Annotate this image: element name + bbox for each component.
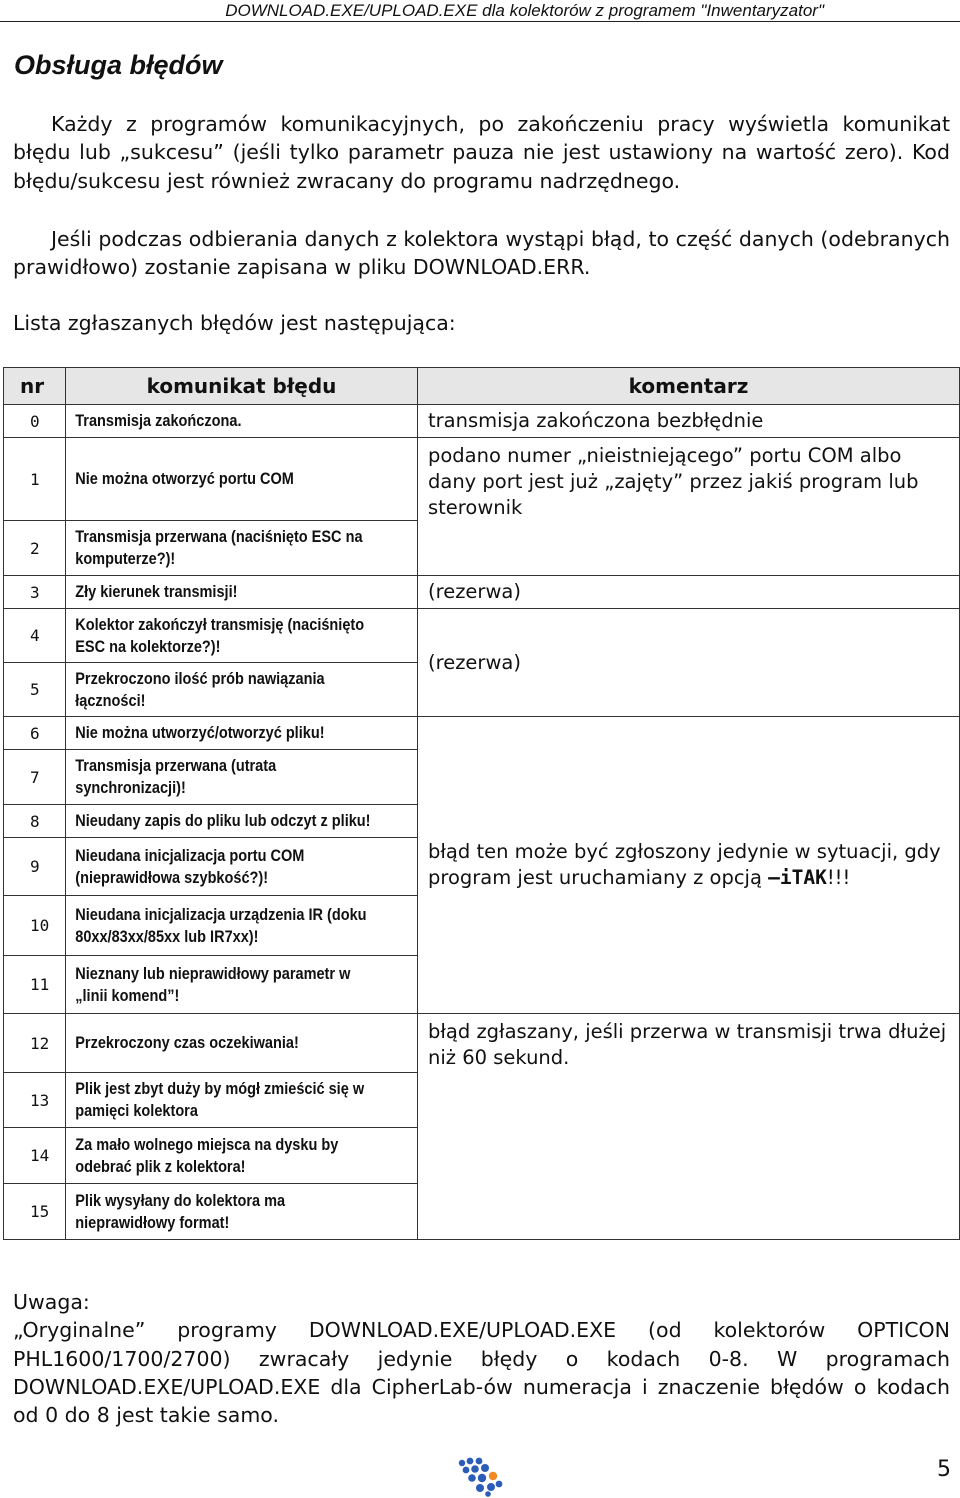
error-message: Nie można utworzyć/otworzyć pliku! — [66, 717, 376, 750]
note-text: „Oryginalne” programy DOWNLOAD.EXE/UPLOAD.EXE (od kolektorów OPTICON PHL1600/1700/2700) zwracały jedynie błędy o kodach 0-8. W programach DOWNLOAD.EXE/UPLOAD.EXE dla CipherLab-ów numeracja i znaczenie błędów o kodach od 0 do 8 jest takie samo. — [13, 1318, 950, 1428]
intro-paragraph: Każdy z programów komunikacyjnych, po zakończeniu pracy wyświetla komunikat błędu lub „sukcesu” (jeśli tylko parametr pauza nie jest ustawiony na wartość zero). Kod błędu/sukcesu jest również zwracany do programu nadrzędnego. — [13, 112, 950, 193]
error-message: Nie można otworzyć portu COM — [66, 438, 376, 521]
error-comment: (rezerwa) — [418, 576, 960, 609]
error-message: Za mało wolnego miejsca na dysku by odebrać plik z kolektora! — [66, 1128, 376, 1184]
error-code: 5 — [4, 663, 66, 717]
logo-dot — [489, 1472, 497, 1480]
error-code: 3 — [4, 576, 66, 609]
error-code: 2 — [4, 521, 66, 576]
error-code: 12 — [4, 1014, 66, 1073]
error-code: 15 — [4, 1184, 66, 1240]
logo-dot — [463, 1467, 470, 1474]
error-message: Nieudana inicjalizacja urządzenia IR (doku 80xx/83xx/85xx lub IR7xx)! — [66, 896, 376, 956]
error-code: 1 — [4, 438, 66, 521]
logo-dot — [476, 1484, 484, 1492]
table-row — [4, 405, 960, 438]
logo-dot — [476, 1458, 483, 1465]
company-logo-icon — [458, 1457, 504, 1497]
logo-dot — [481, 1464, 489, 1472]
list-intro: Lista zgłaszanych błędów jest następująca: — [13, 311, 456, 335]
logo-dot — [459, 1460, 465, 1466]
error-code: 9 — [4, 838, 66, 896]
table-row — [4, 1014, 960, 1073]
page-number: 5 — [937, 1457, 951, 1482]
error-comment: podano numer „nieistniejącego” portu COM albo dany port jest już „zajęty” przez jakiś program lub sterownik — [418, 438, 960, 576]
error-message: Nieudany zapis do pliku lub odczyt z pliku! — [66, 805, 376, 838]
error-message: Kolektor zakończył transmisję (naciśnięto ESC na kolektorze?)! — [66, 609, 376, 663]
option-flag: –iTAK — [768, 866, 827, 889]
error-message: Transmisja przerwana (utrata synchronizacji)! — [66, 750, 376, 805]
error-comment: błąd ten może być zgłoszony jedynie w sytuacji, gdy program jest uruchamiany z opcją –iTAK!!! — [418, 717, 960, 1014]
error-codes-table — [3, 367, 960, 1240]
error-code: 11 — [4, 956, 66, 1014]
error-code: 4 — [4, 609, 66, 663]
running-title: DOWNLOAD.EXE/UPLOAD.EXE dla kolektorów z programem "Inwentaryzator" — [225, 1, 824, 20]
error-code: 14 — [4, 1128, 66, 1184]
logo-dot — [485, 1491, 491, 1497]
table-row — [4, 609, 960, 663]
error-code: 0 — [4, 405, 66, 438]
logo-dot — [471, 1465, 479, 1473]
error-code: 13 — [4, 1073, 66, 1128]
logo-dot — [468, 1474, 476, 1482]
error-message: Transmisja przerwana (naciśnięto ESC na komputerze?)! — [66, 521, 376, 576]
error-message: Nieznany lub nieprawidłowy parametr w „linii komend”! — [66, 956, 376, 1014]
column-header-comment: komentarz — [418, 368, 960, 405]
logo-dot — [496, 1481, 503, 1488]
table-row — [4, 438, 960, 521]
error-message: Plik wysyłany do kolektora ma nieprawidłowy format! — [66, 1184, 376, 1240]
error-comment: błąd zgłaszany, jeśli przerwa w transmisji trwa dłużej niż 60 sekund. — [418, 1014, 960, 1240]
logo-dot — [487, 1483, 495, 1491]
table-row — [4, 576, 960, 609]
error-message: Nieudana inicjalizacja portu COM (nieprawidłowa szybkość?)! — [66, 838, 376, 896]
error-comment: transmisja zakończona bezbłędnie — [418, 405, 960, 438]
column-header-nr: nr — [4, 368, 66, 405]
error-message: Zły kierunek transmisji! — [66, 576, 376, 609]
error-message: Plik jest zbyt duży by mógł zmieścić się w pamięci kolektora — [66, 1073, 376, 1128]
logo-dot — [478, 1474, 486, 1482]
error-code: 6 — [4, 717, 66, 750]
error-message: Przekroczony czas oczekiwania! — [66, 1014, 376, 1073]
error-comment: (rezerwa) — [418, 609, 960, 717]
column-header-message: komunikat błędu — [66, 368, 418, 405]
table-row — [4, 717, 960, 750]
error-code: 10 — [4, 896, 66, 956]
note-label: Uwaga: — [13, 1290, 90, 1314]
table-header-row — [4, 368, 960, 405]
section-title: Obsługa błędów — [14, 50, 223, 80]
error-code: 7 — [4, 750, 66, 805]
error-message: Transmisja zakończona. — [66, 405, 376, 438]
error-message: Przekroczono ilość prób nawiązania łączności! — [66, 663, 376, 717]
note-block — [13, 1288, 950, 1429]
running-header — [0, 0, 960, 22]
logo-dot — [467, 1458, 474, 1465]
error-file-paragraph: Jeśli podczas odbierania danych z kolektora wystąpi błąd, to część danych (odebranych prawidłowo) zostanie zapisana w pliku DOWNLOAD.ERR. — [13, 227, 950, 280]
error-code: 8 — [4, 805, 66, 838]
